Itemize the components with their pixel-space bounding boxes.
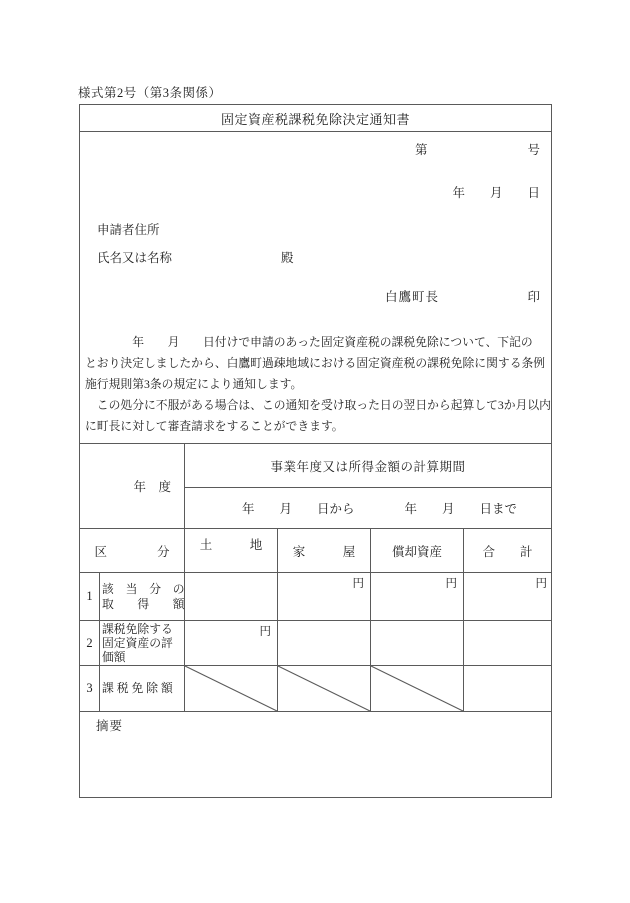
row3-number: 3 [80, 666, 100, 712]
row1-land-value-cell [185, 573, 278, 621]
unit-yen: 円 [535, 578, 547, 590]
row2-house-value-cell [278, 621, 371, 666]
row2-depreciable-value-cell [371, 621, 464, 666]
seal-mark: 印 [527, 290, 540, 304]
body-line-5: に町長に対して審査請求をすることができます。 [85, 419, 344, 433]
body-line-1: 年 月 日付けで申請のあった固定資産税の課税免除について、下記の [85, 335, 533, 349]
row1-label [100, 573, 185, 621]
notes-label: 摘要 [96, 719, 124, 733]
row3-depreciable-diagonal-cell [371, 666, 464, 712]
form-box [79, 104, 552, 798]
body-line-4: この処分に不服がある場合は、この通知を受け取った日の翌日から起算して3か月以内 [85, 398, 551, 412]
row1-label-line1: 該 当 分 の [102, 581, 185, 596]
column-header-land-label: 土 地 [199, 537, 263, 552]
body-paragraph [85, 332, 551, 437]
row3-label-line1: 課 税 免 除 額 [102, 681, 173, 695]
honorific: 殿 [281, 251, 294, 265]
category-header-cell: 区 分 [80, 529, 185, 573]
row1-depreciable-value-cell [371, 573, 464, 621]
column-header-land [185, 529, 278, 573]
assessment-table [80, 443, 551, 797]
row2-number: 2 [80, 621, 100, 666]
period-header-cell: 事業年度又は所得金額の計算期間 [185, 444, 551, 488]
row1-total-value-cell [464, 573, 551, 621]
row1-house-value-cell [278, 573, 371, 621]
row2-label-line1: 課税免除する [102, 622, 173, 636]
row3-house-diagonal-cell [278, 666, 371, 712]
row1-label-line2: 取 得 額 [102, 596, 185, 611]
body-line-2: とおり決定しましたから、白鷹町過疎地域における固定資産税の課税免除に関する条例 [85, 356, 546, 370]
issue-date-line: 年 月 日 [452, 186, 540, 200]
column-header-depreciable-assets: 償却資産 [371, 529, 464, 573]
row2-land-value-cell [185, 621, 278, 666]
column-header-house: 家 屋 [278, 529, 371, 573]
row3-total-value-cell [464, 666, 551, 712]
fiscal-year-cell: 年 度 [80, 444, 185, 529]
period-range-cell: 年 月 日から 年 月 日まで [185, 488, 551, 529]
mayor-name: 白鷹町長 [385, 290, 440, 304]
applicant-address-label: 申請者住所 [97, 223, 160, 237]
notes-cell [80, 712, 551, 798]
row1-number: 1 [80, 573, 100, 621]
row2-label-line3: 価額 [102, 650, 126, 664]
row2-label [100, 621, 185, 666]
body-line-3: 施行規則第3条の規定により通知します。 [85, 377, 303, 391]
unit-yen: 円 [259, 626, 271, 638]
row3-land-diagonal-cell [185, 666, 278, 712]
doc-number-line: 第 号 [414, 143, 540, 157]
form-title: 固定資産税課税免除決定通知書 [80, 105, 551, 132]
row3-label [100, 666, 185, 712]
row2-total-value-cell [464, 621, 551, 666]
column-header-total: 合 計 [464, 529, 551, 573]
unit-yen: 円 [352, 578, 364, 590]
unit-yen: 円 [445, 578, 457, 590]
applicant-name-label: 氏名又は名称 [97, 251, 173, 265]
row2-label-line2: 固定資産の評 [102, 636, 173, 650]
form-number: 様式第2号（第3条関係） [78, 86, 222, 100]
